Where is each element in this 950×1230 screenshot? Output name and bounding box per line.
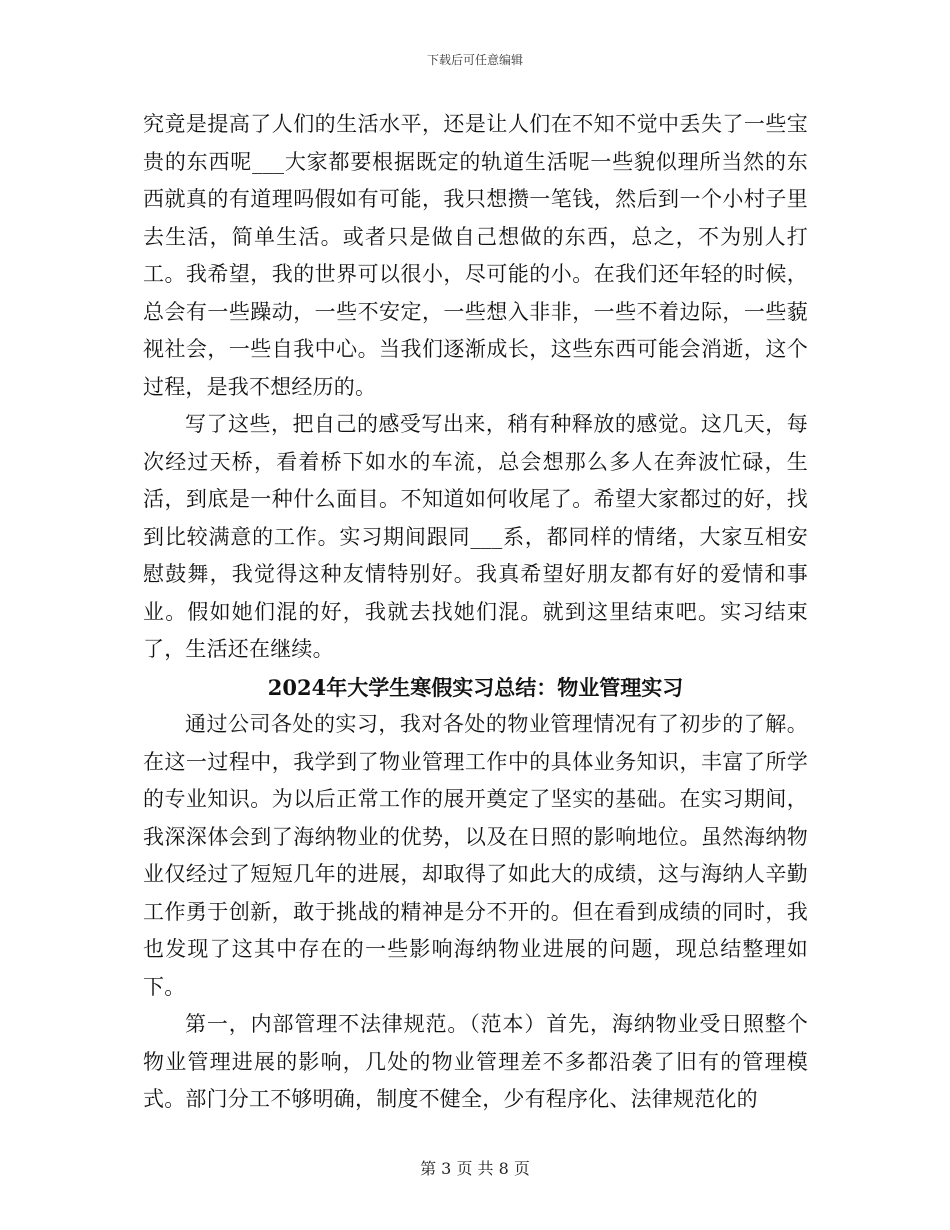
paragraph-intro: 通过公司各处的实习，我对各处的物业管理情况有了初步的了解。在这一过程中，我学到了物业管理工作中的具体业务知识，丰富了所学的专业知识。为以后正常工作的展开奠定了坚实的基础。在实习期间，我深深体会到了海纳物业的优势，以及在日照的影响地位。虽然海纳物业仅经过了短短几年的进展，却取得了如此大的成绩，这与海纳人辛勤工作勇于创新，敢于挑战的精神是分不开的。但在看到成绩的同时，我也发现了这其中存在的一些影响海纳物业进展的问题，现总结整理如下。 [143, 712, 808, 999]
paragraph-point-one: 第一，内部管理不法律规范。（范本）首先，海纳物业受日照整个物业管理进展的影响，几处的物业管理差不多都沿袭了旧有的管理模式。部门分工不够明确，制度不健全，少有程序化、法律规范化的 [143, 1012, 808, 1111]
paragraph-continuation: 究竟是提高了人们的生活水平，还是让人们在不知不觉中丢失了一些宝贵的东西呢___大家都要根据既定的轨道生活呢一些貌似理所当然的东西就真的有道理吗假如有可能，我只想攒一笔钱，然后到一个小村子里去生活，简单生活。或者只是做自己想做的东西，总之，不为别人打工。我希望，我的世界可以很小，尽可能的小。在我们还年轻的时候，总会有一些躁动，一些不安定，一些想入非非，一些不着边际，一些藐视社会，一些自我中心。当我们逐渐成长，这些东西可能会消逝，这个过程，是我不想经历的。 [143, 112, 808, 399]
section-heading: 2024年大学生寒假实习总结：物业管理实习 [267, 674, 684, 700]
page-header: 下载后可任意编辑 [426, 53, 523, 67]
document-body [143, 106, 808, 1119]
page-number: 第 3 页 共 8 页 [420, 1159, 530, 1178]
paragraph-reflection: 写了这些，把自己的感受写出来，稍有种释放的感觉。这几天，每次经过天桥，看着桥下如水的车流，总会想那么多人在奔波忙碌，生活，到底是一种什么面目。不知道如何收尾了。希望大家都过的好，找到比较满意的工作。实习期间跟同___系，都同样的情绪，大家互相安慰鼓舞，我觉得这种友情特别好。我真希望好朋友都有好的爱情和事业。假如她们混的好，我就去找她们混。就到这里结束吧。实习结束了，生活还在继续。 [143, 412, 808, 661]
